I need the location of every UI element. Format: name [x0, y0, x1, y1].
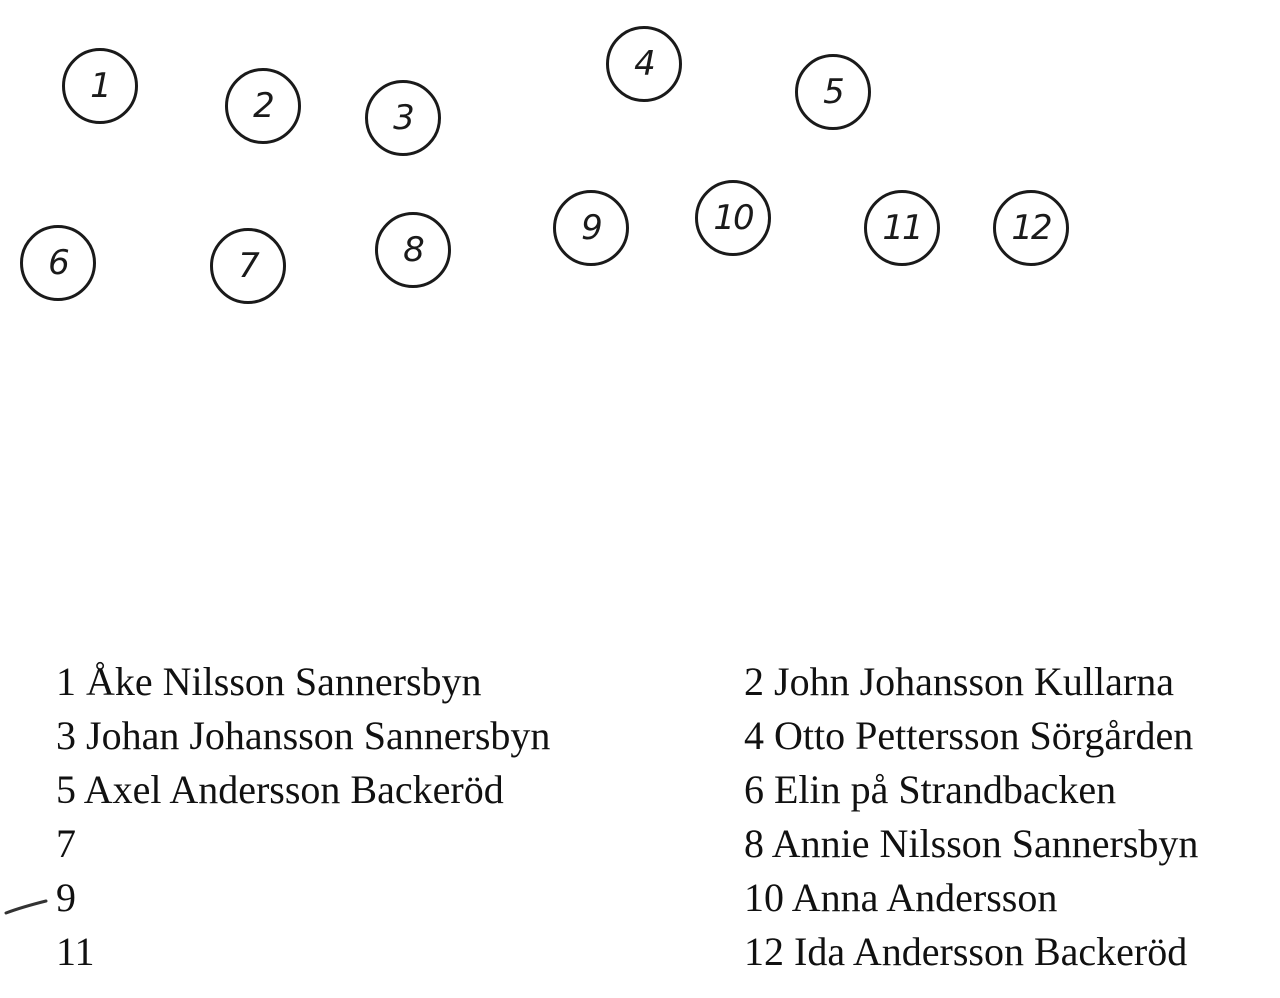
legend-entry-5: 5 Axel Andersson Backeröd — [56, 767, 504, 812]
legend-entry-1: 1 Åke Nilsson Sannersbyn — [56, 659, 482, 704]
position-marker-5: 5 — [795, 54, 871, 130]
legend-entry-8: 8 Annie Nilsson Sannersbyn — [744, 821, 1199, 866]
legend-entry-4: 4 Otto Pettersson Sörgården — [744, 713, 1194, 758]
position-marker-4: 4 — [606, 26, 682, 102]
position-marker-2: 2 — [225, 68, 301, 144]
position-marker-3: 3 — [365, 80, 441, 156]
legend-entry-11: 11 — [56, 929, 95, 974]
position-marker-12: 12 — [993, 190, 1069, 266]
legend-entry-2: 2 John Johansson Kullarna — [744, 659, 1174, 704]
position-marker-1: 1 — [62, 48, 138, 124]
legend-entry-6: 6 Elin på Strandbacken — [744, 767, 1117, 812]
position-marker-9: 9 — [553, 190, 629, 266]
position-marker-10: 10 — [695, 180, 771, 256]
legend-entry-9: 9 — [56, 875, 76, 920]
position-marker-8: 8 — [375, 212, 451, 288]
legend-entry-7: 7 — [56, 821, 76, 866]
position-marker-11: 11 — [864, 190, 940, 266]
legend-entry-10: 10 Anna Andersson — [744, 875, 1058, 920]
pencil-stroke-mark — [4, 893, 48, 917]
legend-entry-12: 12 Ida Andersson Backeröd — [744, 929, 1188, 974]
position-marker-7: 7 — [210, 228, 286, 304]
position-marker-6: 6 — [20, 225, 96, 301]
legend-entry-3: 3 Johan Johansson Sannersbyn — [56, 713, 551, 758]
